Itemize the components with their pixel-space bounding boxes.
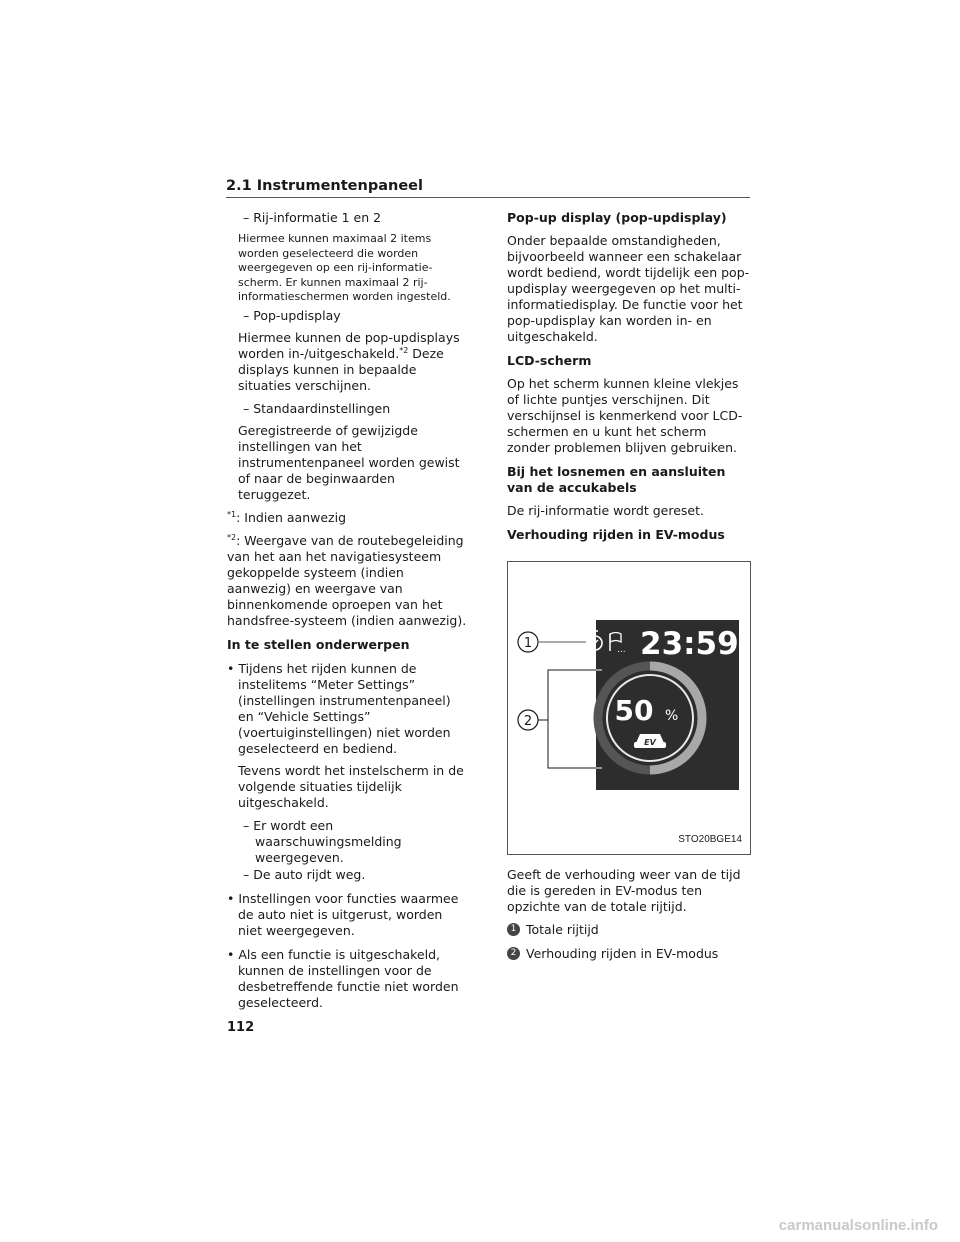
bullet-1: • Tijdens het rijden kunnen de instelitems “Meter Settings” (instellingen instrumentenpaneel) en “Vehicle Settings” (voertuiginstellingen) niet worden geselecteerd en bediend. <box>227 660 451 756</box>
lcd-scherm-text: Op het scherm kunnen kleine vlekjes of lichte puntjes verschijnen. Dit verschijnsel is kenmerkend voor LCD-schermen en u kunt het scherm zonder problemen blijven gebruiken. <box>507 376 743 455</box>
left-column <box>227 210 467 1017</box>
callout-1-marker <box>518 632 586 652</box>
total-drive-time: 23:59 <box>640 626 739 662</box>
ev-display-illustration <box>508 562 750 854</box>
right-column <box>507 210 752 970</box>
callout-1-label: 1 <box>523 636 533 651</box>
heading-accukabels: Bij het losnemen en aansluiten van de accukabels <box>507 464 726 495</box>
callout-2-badge: 2 <box>507 947 520 960</box>
standaardinstellingen-desc: Geregistreerde of gewijzigde instellingen van het instrumentenpaneel worden gewist of naar de beginwaarden teruggezet. <box>238 422 460 502</box>
section-title: 2.1 Instrumentenpaneel <box>226 178 750 198</box>
figure-code: STO20BGE14 <box>678 834 742 845</box>
item-standaardinstellingen: – Standaardinstellingen <box>243 400 391 416</box>
pop-up-display-text: Onder bepaalde omstandigheden, bijvoorbeeld wanneer een schakelaar wordt bediend, wordt tijdelijk een pop-updisplay weergegeven op het multi-informatiedisplay. De functie voor het pop-updisplay kan worden in- en uitgeschakeld. <box>507 233 750 344</box>
heading-pop-up-display: Pop-up display (pop-updisplay) <box>507 210 727 225</box>
heading-lcd-scherm: LCD-scherm <box>507 353 592 368</box>
footnote-1: $^{*1}$: Indien aanwezig <box>227 509 347 525</box>
callout-1-text: Totale rijtijd <box>526 922 599 937</box>
watermark: carmanualsonline.info <box>778 1217 938 1234</box>
ev-ratio-figure <box>507 561 751 855</box>
item-pop-updisplay: – Pop-updisplay <box>243 307 341 323</box>
svg-text:...: ... <box>617 645 626 655</box>
heading-onderwerpen: In te stellen onderwerpen <box>227 636 410 652</box>
bullet-3: • Als een functie is uitgeschakeld, kunnen de instellingen voor de desbetreffende functie niet worden geselecteerd. <box>227 946 459 1010</box>
callout-2-label: 2 <box>523 714 533 729</box>
callout-1-badge: 1 <box>507 923 520 936</box>
percent-sign: % <box>665 708 679 724</box>
pop-updisplay-desc: Hiermee kunnen de pop-updisplays worden in-/uitgeschakeld.$^{*2}$ Deze displays kunnen in bepaalde situaties verschijnen. <box>238 329 460 393</box>
heading-ev-modus: Verhouding rijden in EV-modus <box>507 527 725 542</box>
page-number: 112 <box>227 1020 255 1035</box>
callout-2-marker <box>518 670 602 768</box>
callout-item-2 <box>507 946 752 962</box>
bullet-1-sub-2: – De auto rijdt weg. <box>243 866 366 882</box>
bullet-1-continued: Tevens wordt het instelscherm in de volgende situaties tijdelijk uitgeschakeld. <box>238 762 464 810</box>
item-rij-informatie: – Rij-informatie 1 en 2 <box>243 210 382 225</box>
footnote-2: $^{*2}$: Weergave van de routebegeleiding van het aan het navigatiesysteem gekoppelde systeem (indien aanwezig) en weergave van binnenkomende oproepen van het handsfree-systeem (indien aanwezig). <box>227 532 467 628</box>
figure-description: Geeft de verhouding weer van de tijd die is gereden in EV-modus ten opzichte van de totale rijtijd. <box>507 867 741 914</box>
accukabels-text: De rij-informatie wordt gereset. <box>507 503 704 518</box>
ev-ratio-value: 50 <box>614 694 654 727</box>
bullet-2: • Instellingen voor functies waarmee de auto niet is uitgerust, worden niet weergegeven. <box>227 890 459 938</box>
callout-item-1 <box>507 922 752 938</box>
ev-mode-label: EV <box>644 738 656 747</box>
bullet-1-sub-1: – Er wordt een waarschuwingsmelding weergegeven. <box>243 817 402 865</box>
rij-informatie-desc: Hiermee kunnen maximaal 2 items worden geselecteerd die worden weergegeven op een rij-informatie-scherm. Er kunnen maximaal 2 rij-informatieschermen worden ingesteld. <box>238 232 451 303</box>
callout-2-text: Verhouding rijden in EV-modus <box>526 946 719 961</box>
